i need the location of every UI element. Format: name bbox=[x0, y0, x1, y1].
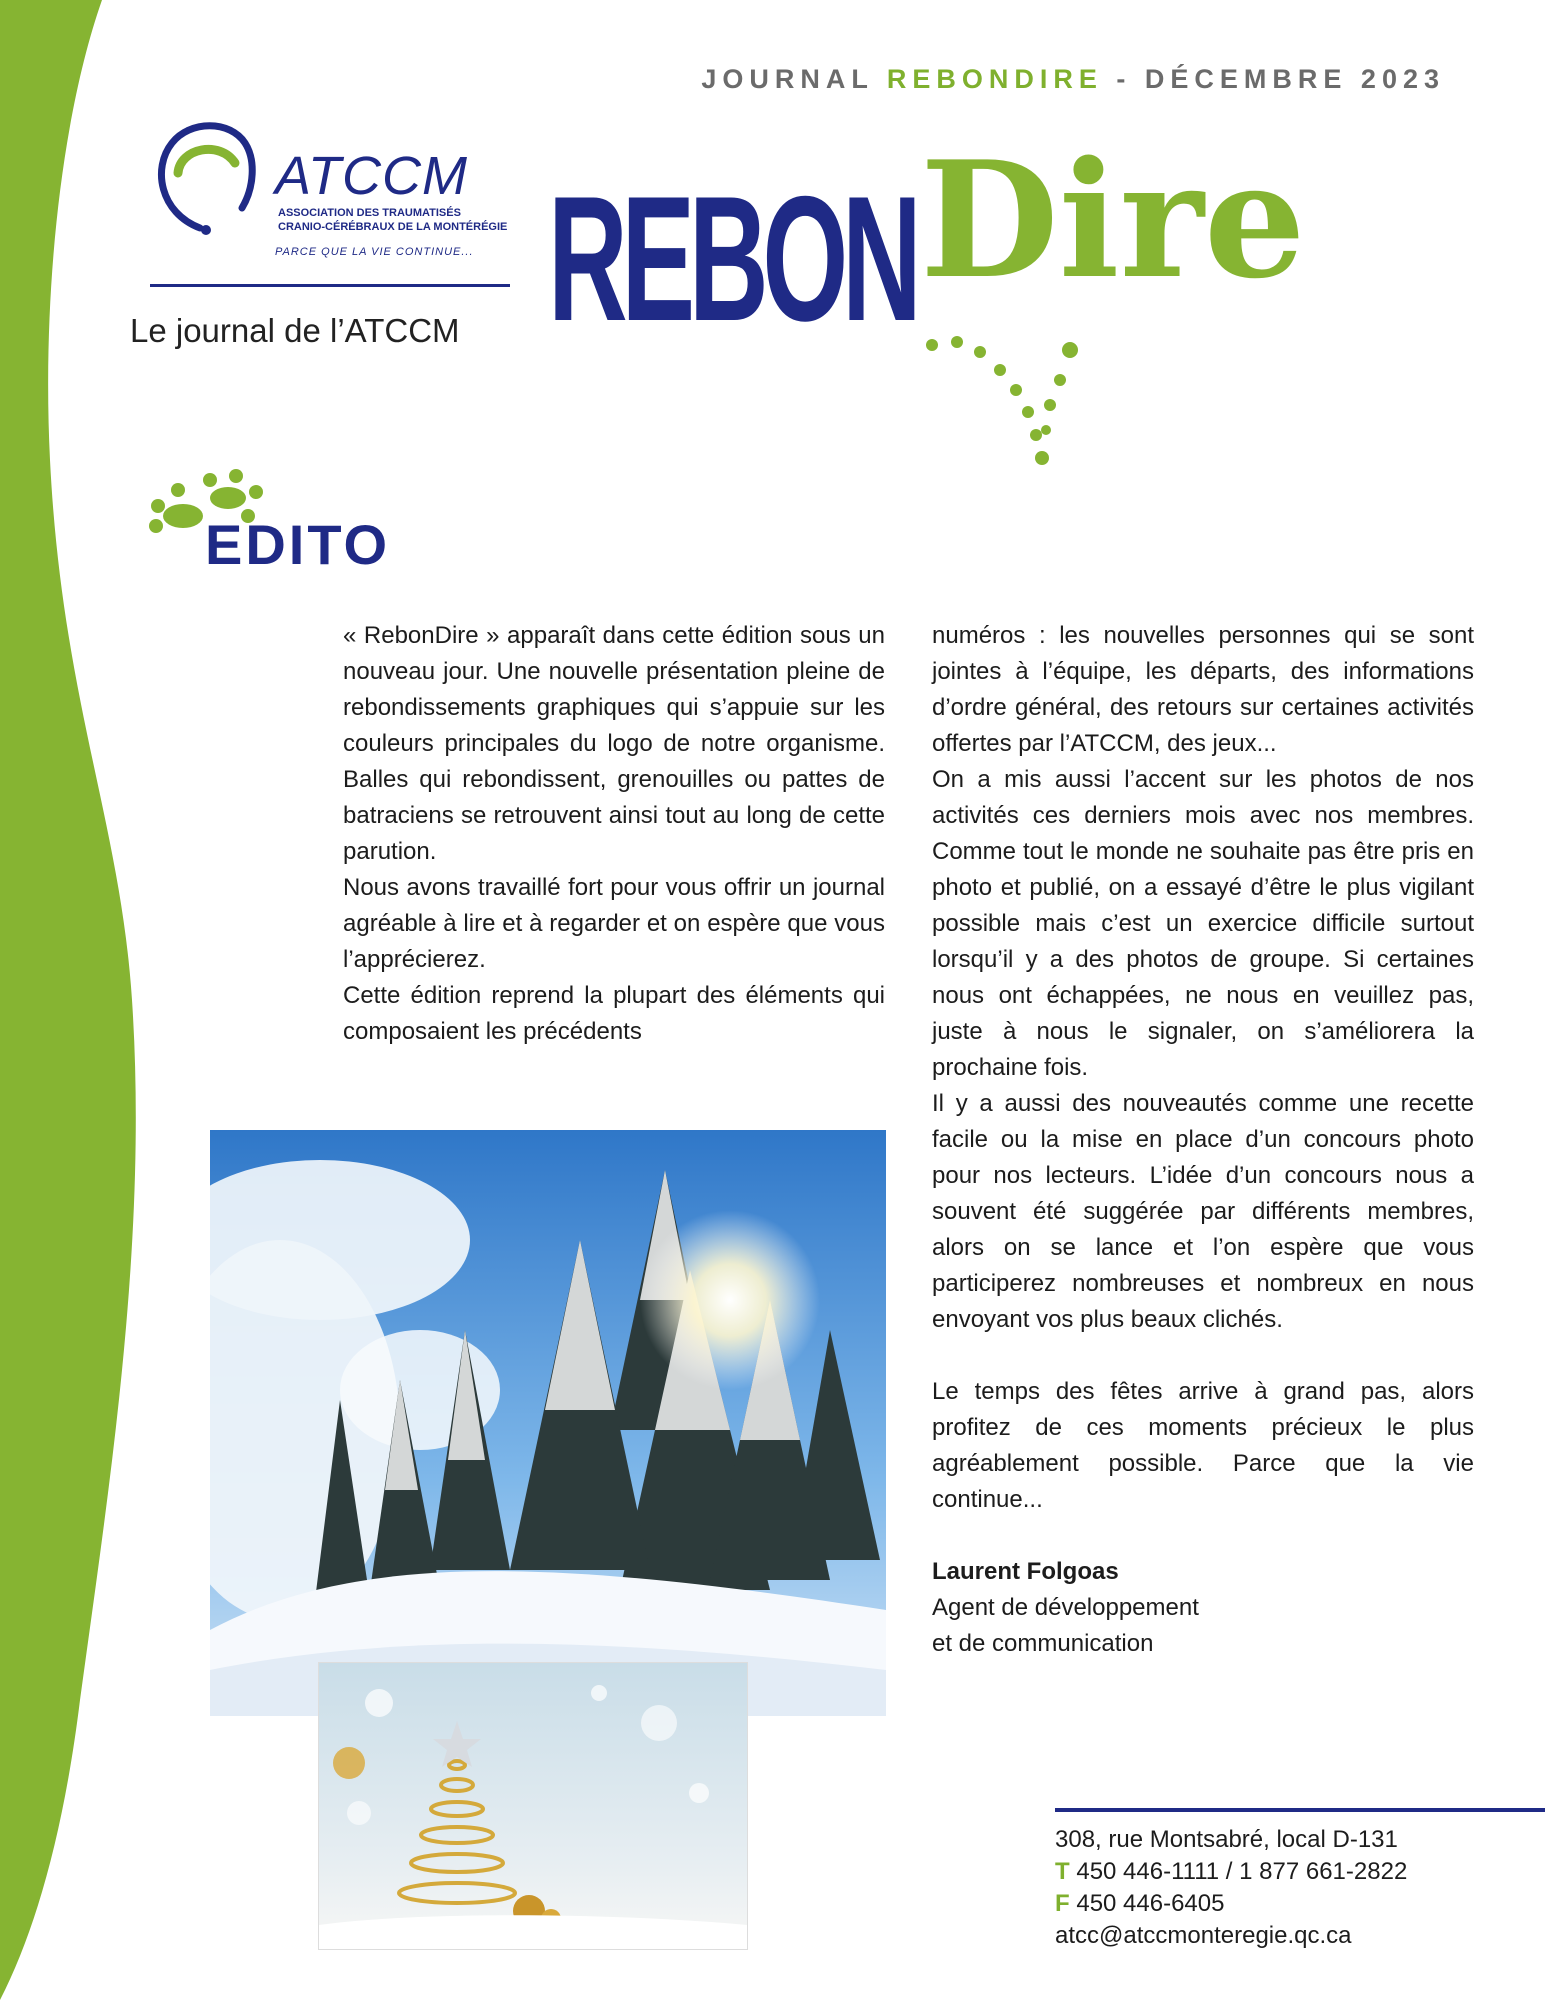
paragraph: Le temps des fêtes arrive à grand pas, alors profitez de ces moments précieux le plus agréablement possible. Parce que la vie continue... bbox=[932, 1378, 1474, 1513]
paragraph: numéros : les nouvelles personnes qui se sont jointes à l’équipe, les départs, des informations d’ordre général, des retours sur certaines activités offertes par l’ATCCM, des jeux... bbox=[932, 622, 1474, 757]
fax-label: F bbox=[1055, 1890, 1070, 1917]
masthead-dire: Dire bbox=[920, 126, 1306, 314]
signature-title-1: Agent de développement bbox=[932, 1594, 1199, 1621]
paragraph: « RebonDire » apparaît dans cette édition sous un nouveau jour. Une nouvelle présentation pleine de rebondissements graphiques qui s’appuie sur les couleurs principales du logo de notre organisme. Balles qui rebondissent, grenouilles ou pattes de batraciens se retrouvent ainsi tout au long de cette parution. bbox=[343, 622, 885, 865]
bouncing-dots-decoration bbox=[920, 320, 1120, 480]
paragraph: On a mis aussi l’accent sur les photos de nos activités ces derniers mois avec nos membres. Comme tout le monde ne souhaite pas être pris en photo et publié, on a essayé d’être le plus vigilant possible mais c’est un exercice difficile surtout lorsqu’il y a des photos de groupe. Si certaines nous ont échappées, ne nous en veuillez pas, juste à nous le signaler, on s’améliorera la prochaine fois. bbox=[932, 766, 1474, 1081]
contact-divider bbox=[1055, 1808, 1545, 1812]
phone-label: T bbox=[1055, 1858, 1070, 1885]
issue-header-date: - DÉCEMBRE 2023 bbox=[1102, 64, 1445, 94]
logo-name: ATCCM bbox=[275, 146, 468, 206]
paragraph: Cette édition reprend la plupart des éléments qui composaient les précédents bbox=[343, 982, 885, 1045]
paragraph: Il y a aussi des nouveautés comme une recette facile ou la mise en place d’un concours photo pour nos lecteurs. L’idée d’un concours nous a souvent été suggérée par différents membres, alors on se lance et l’on espère que vous participerez nombreuses et nombreux en nous envoyant vos plus beaux clichés. bbox=[932, 1090, 1474, 1333]
logo-emblem-icon bbox=[150, 118, 270, 238]
section-title: EDITO bbox=[205, 513, 391, 576]
paragraph: Nous avons travaillé fort pour vous offrir un journal agréable à lire et à regarder et on espère que vous l’apprécierez. bbox=[343, 874, 885, 973]
signature-name: Laurent Folgoas bbox=[932, 1558, 1119, 1585]
winter-forest-photo bbox=[210, 1130, 886, 1716]
christmas-tree-photo bbox=[318, 1662, 748, 1950]
issue-header bbox=[701, 64, 1445, 95]
fax-number: 450 446-6405 bbox=[1069, 1890, 1225, 1917]
masthead-rebon: REBON bbox=[548, 159, 916, 358]
signature bbox=[932, 1554, 1474, 1662]
issue-header-brand: REBONDIRE bbox=[886, 64, 1103, 94]
contact-address: 308, rue Montsabré, local D-131 bbox=[1055, 1826, 1398, 1853]
contact-fax bbox=[1055, 1888, 1407, 1920]
header-divider bbox=[150, 284, 510, 287]
issue-header-prefix: JOURNAL bbox=[701, 64, 887, 94]
logo-tagline: PARCE QUE LA VIE CONTINUE... bbox=[275, 246, 474, 258]
logo-association-text bbox=[278, 206, 507, 234]
edito-column-1 bbox=[343, 618, 885, 1050]
contact-phone bbox=[1055, 1856, 1407, 1888]
logo-line-1: ASSOCIATION DES TRAUMATISÉS bbox=[278, 207, 461, 219]
contact-block bbox=[1055, 1824, 1407, 1952]
phone-number: 450 446-1111 / 1 877 661-2822 bbox=[1069, 1858, 1408, 1885]
contact-email[interactable]: atcc@atccmonteregie.qc.ca bbox=[1055, 1922, 1352, 1949]
logo-line-2: CRANIO-CÉRÉBRAUX DE LA MONTÉRÉGIE bbox=[278, 221, 508, 233]
edito-column-2 bbox=[932, 618, 1474, 1662]
atccm-logo bbox=[150, 118, 510, 268]
journal-subtitle: Le journal de l’ATCCM bbox=[130, 312, 460, 349]
signature-title-2: et de communication bbox=[932, 1630, 1154, 1657]
